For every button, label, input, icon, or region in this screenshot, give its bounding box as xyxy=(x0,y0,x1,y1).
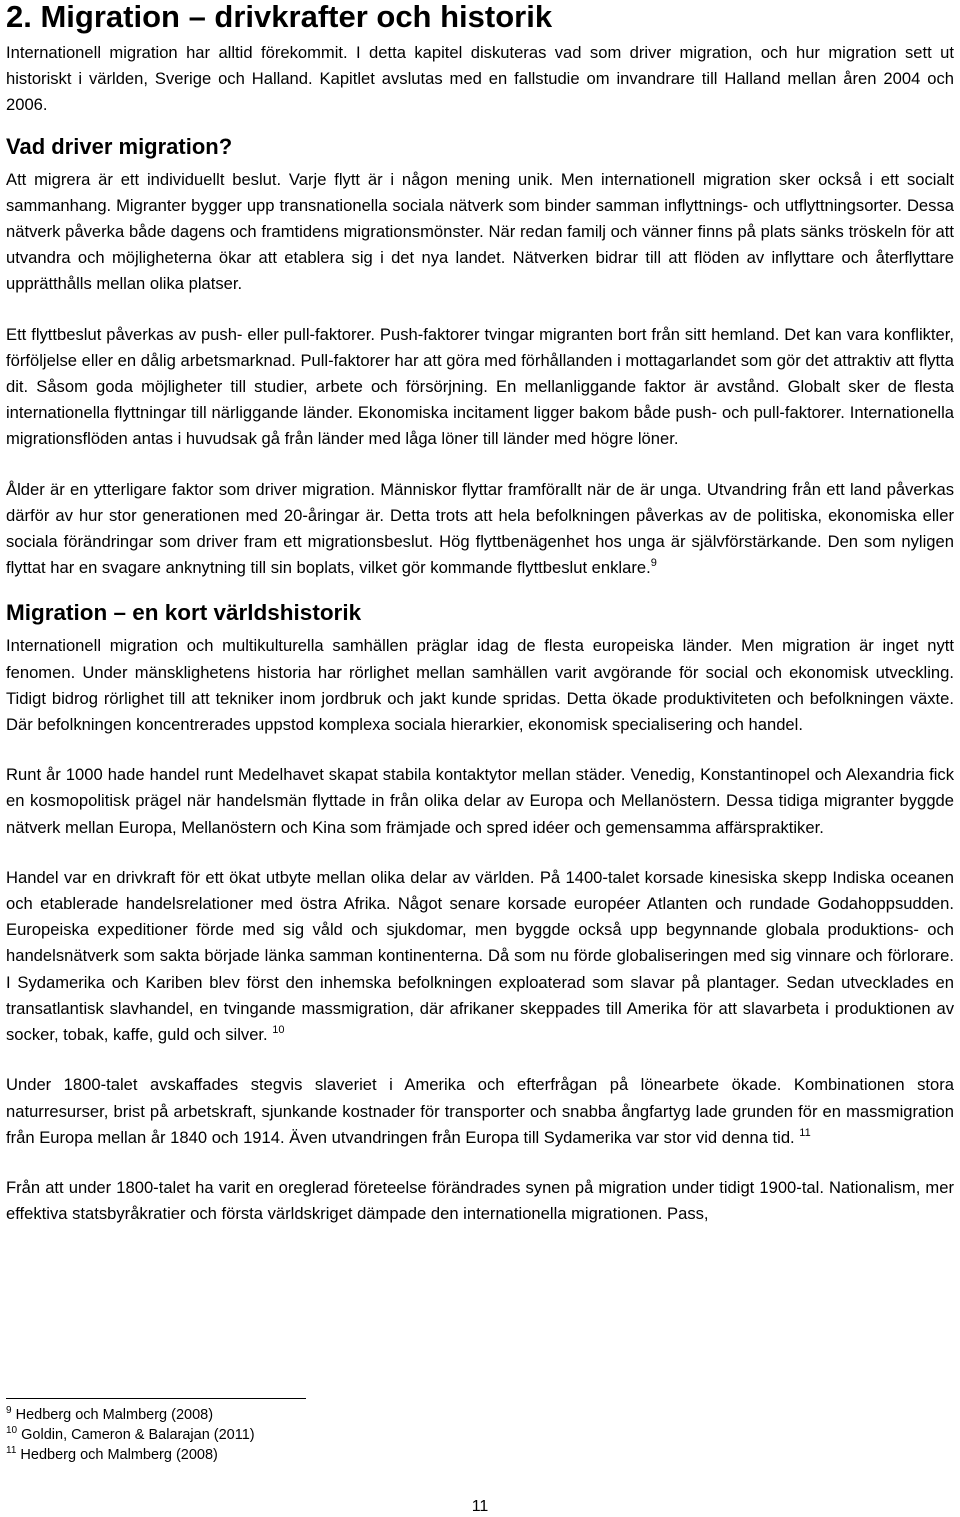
drivers-paragraph-2: Ett flyttbeslut påverkas av push- eller pull-faktorer. Push-faktorer tvingar migranten bort från sitt hemland. Det kan vara konflikter, förföljelse eller en dålig arbetsmarknad. Pull-faktorer har att göra med förhållanden i mottagarlandet som gör det attraktiv att flytta dit. Såsom goda möjligheter till studier, arbete och försörjning. En mellanliggande faktor är avstånd. Globalt sker de flesta internationella flyttningar till närliggande länder. Ekonomiska incitament ligger bakom både push- och pull-faktorer. Internationella migrationsflöden antas i huvudsak gå från länder med låga löner till länder med högre löner. xyxy=(6,324,954,449)
footnote-separator xyxy=(6,1398,306,1399)
drivers-paragraph-1: Att migrera är ett individuellt beslut. Varje flytt är i någon mening unik. Men internationell migration sker också i ett socialt sammanhang. Migranter bygger upp transnationella sociala nätverk som binder samman inflyttnings- och utflyttningsorter. Dessa nätverk påverka både dagens och framtidens migrationsmönster. När redan familj och vänner finns på plats sänks tröskeln för att utvandra och möjligheterna ökar att etablera sig i det nya landet. Nätverken bidrar till att flöden av inflyttare och återflyttare upprätthålls mellan olika platser. xyxy=(6,169,954,294)
footnote-item xyxy=(6,1405,255,1425)
section-heading-history: Migration – en kort världshistorik xyxy=(6,600,362,626)
footnote-number: 9 xyxy=(6,1405,12,1416)
history-paragraph-5: Från att under 1800-talet ha varit en oreglerad företeelse förändrades synen på migration under tidigt 1900-tal. Nationalism, mer effektiva statsbyråkratier och första världskriget dämpade den internationella migrationen. Pass, xyxy=(6,1177,954,1224)
history-paragraph-3-text: Handel var en drivkraft för ett ökat utbyte mellan olika delar av världen. På 1400-talet korsade kinesiska skepp Indiska oceanen och etablerade handelsrelationer med östra Afrika. Något senare korsade européer Atlanten och rundade Godahoppsudden. Europeiska expeditioner förde med sig våld och sjukdomar, men byggde också upp begynnande globala produktions- och handelsnätverk som sakta började länka samman kontinenterna. Då som nu förde globaliseringen med sig vinnare och förlorare. I Sydamerika och Kariben blev först den inhemska befolkningen exploaterad som slavar på plantager. Sedan utvecklades en transatlantisk slavhandel, en tvingande massmigration, där afrikaner skeppades till Amerika för att slavarbeta i produktionen av socker, tobak, kaffe, guld och silver. xyxy=(6,867,954,1045)
history-paragraph-3 xyxy=(6,865,954,1048)
history-paragraph-4-text: Under 1800-talet avskaffades stegvis slaveriet i Amerika och efterfrågan på lönearbete ökade. Kombinationen stora naturresurser, brist på arbetskraft, sjunkande kostnader för transporter och snabba ångfartyg lade grunden för en massmigration från Europa mellan år 1840 och 1914. Även utvandringen från Europa till Sydamerika var stor vid denna tid. xyxy=(6,1075,954,1147)
drivers-paragraph-3 xyxy=(6,477,954,582)
intro-paragraph: Internationell migration har alltid förekommit. I detta kapitel diskuteras vad som driver migration, och hur migration sett ut historiskt i världen, Sverige och Halland. Kapitlet avslutas med en fallstudie om invandrare till Halland mellan åren 2004 och 2006. xyxy=(6,43,954,115)
footnote-ref-9[interactable]: 9 xyxy=(650,557,657,570)
history-paragraph-4 xyxy=(6,1072,954,1151)
footnote-item xyxy=(6,1425,255,1445)
page-number: 11 xyxy=(471,1498,489,1515)
footnote-number: 11 xyxy=(6,1445,17,1456)
footnote-text: Goldin, Cameron & Balarajan (2011) xyxy=(21,1427,255,1443)
footnote-text: Hedberg och Malmberg (2008) xyxy=(20,1447,218,1463)
footnote-ref-10[interactable]: 10 xyxy=(272,1024,285,1037)
footnote-ref-11[interactable]: 11 xyxy=(799,1126,811,1139)
history-paragraph-1: Internationell migration och multikulturella samhällen präglar idag de flesta europeiska länder. Men migration är inget nytt fenomen. Under mänsklighetens historia har rörlighet mellan samhällen varit avgörande för social och ekonomisk utveckling. Tidigt bidrog rörlighet till att tekniker inom jordbruk och jakt kunde spridas. Detta ökade produktiviteten och befolkningen växte. Där befolkningen koncentrerades uppstod komplexa sociala hierarkier, ekonomisk specialisering och handel. xyxy=(6,636,954,735)
footnote-number: 10 xyxy=(6,1425,18,1436)
chapter-title: 2. Migration – drivkrafter och historik xyxy=(6,0,553,34)
footnote-text: Hedberg och Malmberg (2008) xyxy=(15,1407,214,1423)
history-paragraph-2: Runt år 1000 hade handel runt Medelhavet skapat stabila kontaktytor mellan städer. Venedig, Konstantinopel och Alexandria fick en kosmopolitisk prägel när handelsmän flyttade in från olika delar av Europa och Mellanöstern. Dessa tidiga migranter byggde nätverk mellan Europa, Mellanöstern och Kina som främjade och spred idéer och gemensamma affärspraktiker. xyxy=(6,765,954,837)
drivers-paragraph-3-text: Ålder är en ytterligare faktor som driver migration. Människor flyttar framförallt när de är unga. Utvandring från ett land påverkas därför av hur stor generationen med 20-åringar är. Detta trots att hela befolkningen påverkas av de politiska, ekonomiska eller sociala förändringar som driver fram ett migrationsbeslut. Hög flyttbenägenhet hos unga är självförstärkande. Den som nyligen flyttat har en svagare anknytning till sin boplats, vilket gör kommande flyttbeslut enklare. xyxy=(6,479,954,578)
footnotes xyxy=(6,1405,255,1465)
section-heading-drivers: Vad driver migration? xyxy=(6,133,233,159)
footnote-item xyxy=(6,1445,255,1465)
